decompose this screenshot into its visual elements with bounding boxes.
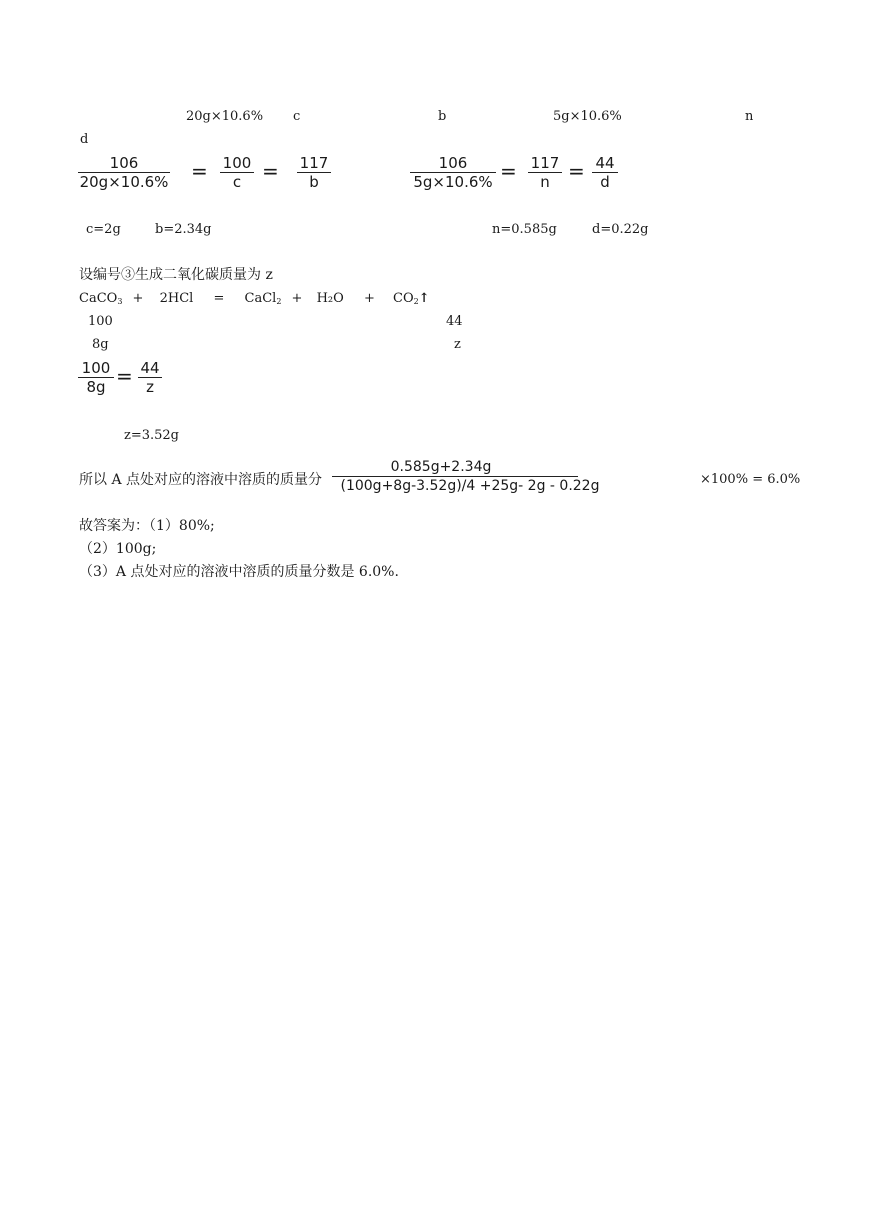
fraction-denominator: 8g (86, 378, 106, 396)
fraction-numerator: 100 (81, 359, 111, 377)
mass-label: 20g×10.6% (186, 109, 264, 124)
molar-mass: 100 (88, 314, 113, 329)
mass-label: b (438, 109, 447, 124)
mass-value: z (454, 337, 461, 352)
fraction-numerator: 117 (299, 154, 329, 172)
gas-arrow-icon: ↑ (418, 291, 430, 306)
fraction-denominator: d (600, 173, 610, 191)
fraction (528, 154, 562, 191)
result-text: z=3.52g (124, 428, 180, 443)
mass-label: 5g×10.6% (553, 109, 622, 124)
equals-sign: = (191, 159, 208, 183)
conclusion-prefix: 所以 A 点处对应的溶液中溶质的质量分 (79, 472, 323, 488)
fraction (592, 154, 618, 191)
result-text: d=0.22g (592, 222, 649, 237)
result-text: b=2.34g (155, 222, 212, 237)
result-text: n=0.585g (492, 222, 557, 237)
fraction-denominator: b (309, 173, 319, 191)
mass-label: n (745, 109, 754, 124)
fraction-denominator: c (232, 173, 242, 191)
result-text: c=2g (86, 222, 121, 237)
fraction-numerator: 106 (109, 154, 139, 172)
fraction (297, 154, 331, 191)
fraction (332, 458, 608, 495)
fraction-denominator: (100g+8g-3.52g)/4 +25g- 2g - 0.22g (340, 478, 600, 494)
fraction-numerator: 0.585g+2.34g (390, 459, 492, 475)
equals-sign: = (500, 159, 517, 183)
fraction-numerator: 117 (530, 154, 560, 172)
fraction-numerator: 100 (222, 154, 252, 172)
fraction-numerator: 44 (595, 154, 615, 172)
fraction-denominator: 5g×10.6% (413, 173, 493, 191)
answer-item: （2）100g; (79, 541, 157, 557)
answer-item: （3）A 点处对应的溶液中溶质的质量分数是 6.0%. (79, 564, 399, 580)
assumption-text: 设编号③生成二氧化碳质量为 z (79, 267, 273, 283)
fraction-numerator: 106 (438, 154, 468, 172)
mass-label: d (80, 132, 89, 147)
fraction (220, 154, 254, 191)
equals-sign: = (116, 364, 133, 388)
fraction (78, 359, 114, 396)
formula-hcl: 2HCl (159, 291, 194, 306)
fraction-denominator: z (146, 378, 154, 396)
answer-label: 故答案为：（1）80%; (79, 518, 215, 534)
formula-caco3: CaCO$_3$ (79, 291, 123, 306)
fraction-denominator: 20g×10.6% (79, 173, 169, 191)
fraction-denominator: n (540, 173, 550, 191)
fraction (410, 154, 496, 191)
fraction-numerator: 44 (140, 359, 160, 377)
formula-h2o: H₂O (316, 291, 344, 306)
mass-value: 8g (92, 337, 109, 352)
formula-co2: $CO_2↑$ (393, 291, 430, 306)
conclusion-suffix: ×100% = 6.0% (700, 472, 801, 487)
equals-sign: = (568, 159, 585, 183)
fraction (138, 359, 162, 396)
chemical-equation: CaCO$_3$ + 2HCl = CaCl$_2$ + $H_2O + CO_2↑$ (79, 291, 430, 306)
formula-cacl2: CaCl$_2$ (244, 291, 282, 306)
equals-sign: = (262, 159, 279, 183)
mass-label: c (293, 109, 301, 124)
fraction (78, 154, 170, 191)
molar-mass: 44 (446, 314, 463, 329)
